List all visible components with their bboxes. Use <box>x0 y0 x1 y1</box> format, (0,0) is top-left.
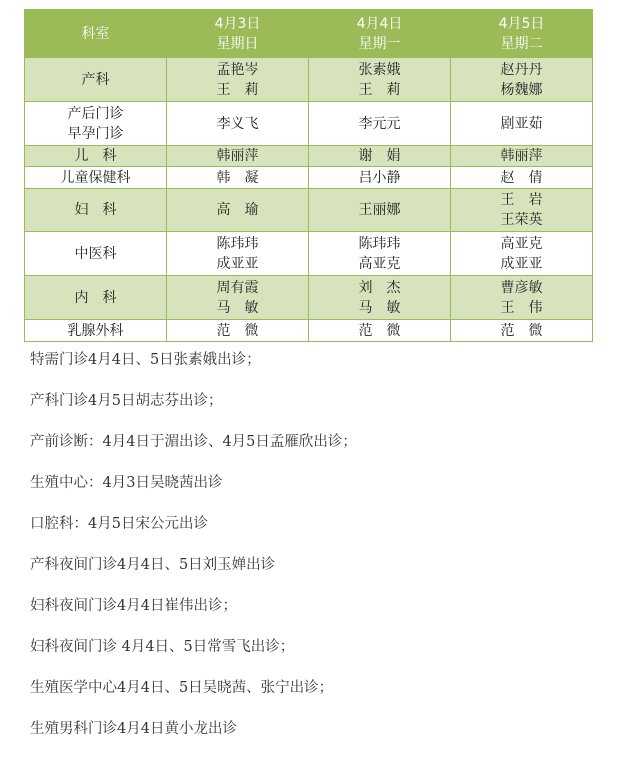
header-day-1 <box>167 10 309 58</box>
dept-cell <box>25 167 167 189</box>
dept-cell <box>25 102 167 146</box>
cell-line: 成亚亚 <box>500 255 543 272</box>
doctor-cell <box>309 189 451 232</box>
header-weekday: 星期日 <box>216 35 259 52</box>
doctor-cell <box>451 167 593 189</box>
table-body <box>25 58 593 342</box>
dept-cell <box>25 232 167 276</box>
note-line: 产科门诊4月5日胡志芬出诊； <box>30 393 223 409</box>
note-line: 口腔科：4月5日宋公元出诊 <box>30 516 208 532</box>
table-header-row <box>25 10 593 58</box>
doctor-cell <box>167 102 309 146</box>
doctor-cell <box>451 189 593 232</box>
header-day-3 <box>451 10 593 58</box>
table-row <box>25 146 593 167</box>
dept-cell <box>25 320 167 342</box>
header-weekday: 星期一 <box>358 35 401 52</box>
note-line: 生殖中心：4月3日吴晓茜出诊 <box>30 475 223 491</box>
header-weekday: 星期二 <box>500 35 543 52</box>
cell-line: 赵丹丹 <box>500 61 543 78</box>
note-line: 生殖男科门诊4月4日黄小龙出诊 <box>30 721 237 737</box>
table-row <box>25 167 593 189</box>
cell-line: 陈玮玮 <box>216 235 259 252</box>
cell-line: 韩丽萍 <box>216 148 259 164</box>
cell-line: 乳腺外科 <box>67 322 124 339</box>
cell-line: 剧亚茹 <box>500 115 543 132</box>
cell-line: 杨魏娜 <box>500 81 543 98</box>
doctor-cell <box>451 232 593 276</box>
doctor-cell <box>309 146 451 167</box>
cell-line: 儿 科 <box>74 148 117 164</box>
cell-line: 高 瑜 <box>216 202 259 218</box>
doctor-cell <box>309 102 451 146</box>
note-line: 妇科夜间门诊4月4日崔伟出诊； <box>30 598 237 614</box>
cell-line: 王丽娜 <box>358 202 401 218</box>
schedule-table <box>24 9 593 342</box>
doctor-cell <box>309 276 451 320</box>
table-row <box>25 189 593 232</box>
table-row <box>25 276 593 320</box>
cell-line: 儿童保健科 <box>60 169 131 186</box>
cell-line: 谢 娟 <box>358 148 401 164</box>
doctor-cell <box>309 232 451 276</box>
table-row <box>25 320 593 342</box>
cell-line: 内 科 <box>74 289 117 306</box>
cell-line: 中医科 <box>74 245 117 262</box>
cell-line: 张素娥 <box>358 61 401 78</box>
doctor-cell <box>451 320 593 342</box>
cell-line: 王荣英 <box>500 212 543 228</box>
note-line: 产科夜间门诊4月4日、5日刘玉婵出诊 <box>30 557 276 573</box>
cell-line: 产科 <box>81 71 110 88</box>
doctor-cell <box>309 320 451 342</box>
table-row <box>25 102 593 146</box>
cell-line: 产后门诊 <box>67 105 124 122</box>
cell-line: 曹彦敏 <box>500 279 543 296</box>
cell-line: 早孕门诊 <box>67 125 124 142</box>
doctor-cell <box>167 276 309 320</box>
dept-cell <box>25 189 167 232</box>
doctor-cell <box>167 167 309 189</box>
cell-line: 妇 科 <box>74 202 117 218</box>
cell-line: 马 敏 <box>358 299 401 316</box>
header-date: 4月3日 <box>214 15 261 32</box>
doctor-cell <box>451 58 593 102</box>
doctor-cell <box>309 167 451 189</box>
note-line: 生殖医学中心4月4日、5日吴晓茜、张宁出诊； <box>30 680 334 696</box>
doctor-cell <box>167 146 309 167</box>
doctor-cell <box>167 232 309 276</box>
note-line: 妇科夜间门诊 4月4日、5日常雪飞出诊； <box>30 639 295 655</box>
header-day-2 <box>309 10 451 58</box>
cell-line: 周有霞 <box>216 279 259 296</box>
cell-line: 王 莉 <box>358 81 401 98</box>
doctor-cell <box>167 320 309 342</box>
cell-line: 成亚亚 <box>216 255 259 272</box>
dept-cell <box>25 146 167 167</box>
notes-list <box>30 340 610 750</box>
doctor-cell <box>167 189 309 232</box>
cell-line: 陈玮玮 <box>358 235 401 252</box>
cell-line: 高亚克 <box>358 255 401 272</box>
cell-line: 韩 凝 <box>216 169 259 186</box>
cell-line: 李元元 <box>358 115 401 132</box>
cell-line: 赵 倩 <box>500 169 543 186</box>
cell-line: 孟艳岑 <box>216 61 259 78</box>
doctor-cell <box>451 146 593 167</box>
cell-line: 李义飞 <box>216 115 259 132</box>
dept-cell <box>25 58 167 102</box>
cell-line: 高亚克 <box>500 235 543 252</box>
cell-line: 范 微 <box>216 322 259 339</box>
doctor-cell <box>167 58 309 102</box>
cell-line: 马 敏 <box>216 299 259 316</box>
doctor-cell <box>451 102 593 146</box>
doctor-cell <box>309 58 451 102</box>
header-date: 4月5日 <box>498 15 545 32</box>
dept-cell <box>25 276 167 320</box>
cell-line: 刘 杰 <box>358 279 401 296</box>
note-line: 特需门诊4月4日、5日张素娥出诊； <box>30 352 261 368</box>
doctor-cell <box>451 276 593 320</box>
cell-line: 韩丽萍 <box>500 148 543 164</box>
cell-line: 吕小静 <box>358 169 401 186</box>
cell-line: 范 微 <box>358 322 401 339</box>
cell-line: 王 莉 <box>216 81 259 98</box>
header-dept: 科室 <box>25 10 167 58</box>
table-row <box>25 58 593 102</box>
table-row <box>25 232 593 276</box>
cell-line: 王 伟 <box>500 299 543 316</box>
note-line: 产前诊断：4月4日于湄出诊、4月5日孟雁欣出诊； <box>30 434 357 450</box>
cell-line: 范 微 <box>500 322 543 339</box>
header-date: 4月4日 <box>356 15 403 32</box>
cell-line: 王 岩 <box>500 192 543 208</box>
